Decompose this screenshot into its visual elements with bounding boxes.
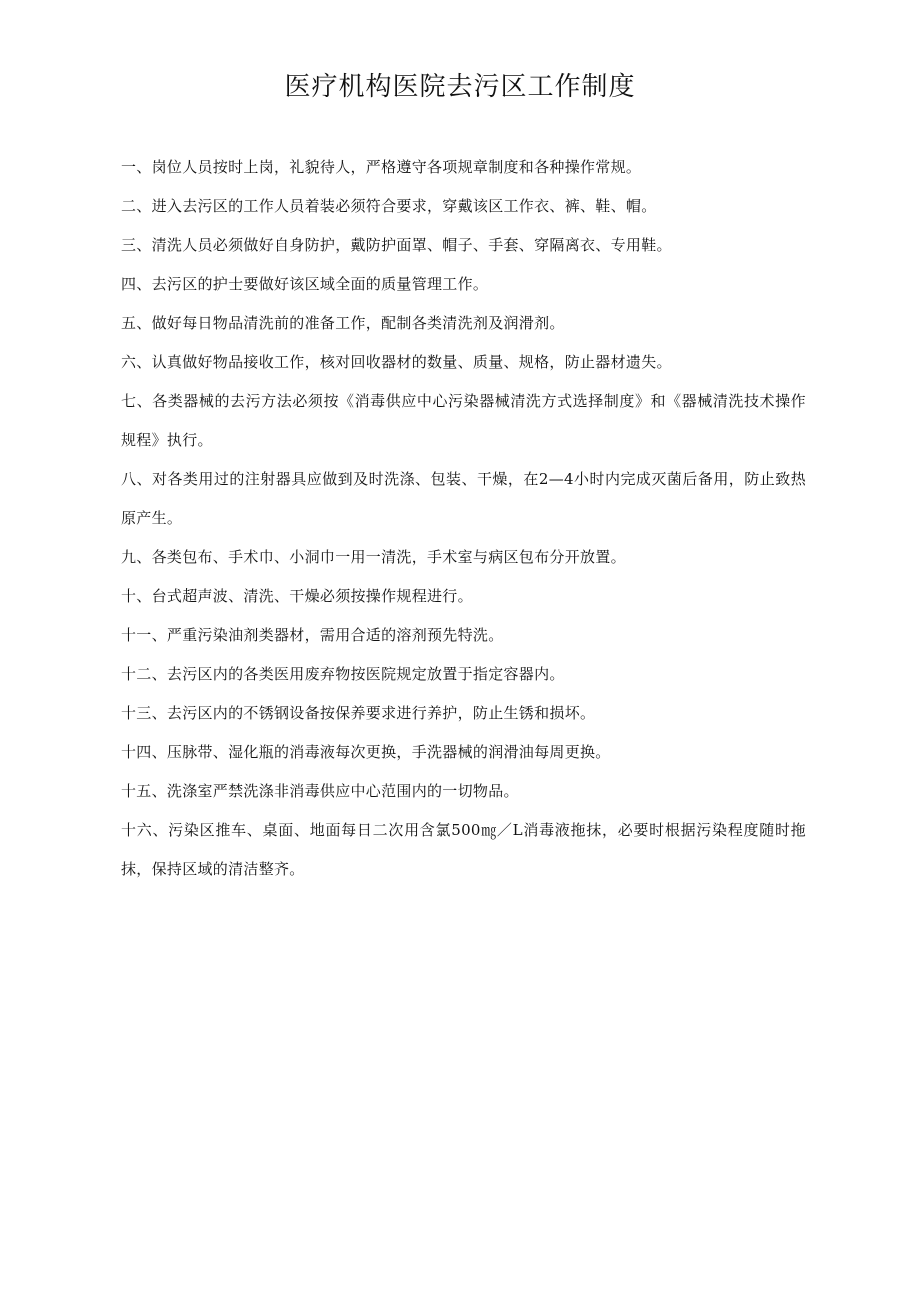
- rule-item-13: 十三、去污区内的不锈钢设备按保养要求进行养护，防止生锈和损坏。: [121, 704, 596, 722]
- rule-item-16: 十六、污染区推车、桌面、地面每日二次用含氯500㎎／L消毒液拖抹，必要时根据污染程度随时拖抹，保持区域的清洁整齐。: [121, 821, 806, 878]
- rule-item-8: 八、对各类用过的注射器具应做到及时洗涤、包装、干燥，在2—4小时内完成灭菌后备用，防止致热原产生。: [121, 470, 806, 527]
- rule-item-3: 三、清洗人员必须做好自身防护，戴防护面罩、帽子、手套、穿隔离衣、专用鞋。: [121, 236, 672, 254]
- rule-item-10: 十、台式超声波、清洗、干燥必须按操作规程进行。: [121, 587, 473, 605]
- rule-item-2: 二、进入去污区的工作人员着装必须符合要求，穿戴该区工作衣、裤、鞋、帽。: [121, 197, 657, 215]
- rule-item-11: 十一、严重污染油剂类器材，需用合适的溶剂预先特洗。: [121, 626, 504, 644]
- rule-item-6: 六、认真做好物品接收工作，核对回收器材的数量、质量、规格，防止器材遗失。: [121, 353, 672, 371]
- rule-item-12: 十二、去污区内的各类医用废弃物按医院规定放置于指定容器内。: [121, 665, 565, 683]
- rule-item-9: 九、各类包布、手术巾、小洞巾一用一清洗，手术室与病区包布分开放置。: [121, 548, 626, 566]
- document-title: 医疗机构医院去污区工作制度: [284, 72, 636, 103]
- rule-item-5: 五、做好每日物品清洗前的准备工作，配制各类清洗剂及润滑剂。: [121, 314, 565, 332]
- rule-item-1: 一、岗位人员按时上岗，礼貌待人，严格遵守各项规章制度和各种操作常规。: [121, 158, 642, 176]
- rule-item-15: 十五、洗涤室严禁洗涤非消毒供应中心范围内的一切物品。: [121, 782, 519, 800]
- rule-item-4: 四、去污区的护士要做好该区域全面的质量管理工作。: [121, 275, 489, 293]
- rules-list: [121, 148, 806, 889]
- rule-item-7: 七、各类器械的去污方法必须按《消毒供应中心污染器械清洗方式选择制度》和《器械清洗技术操作规程》执行。: [121, 392, 806, 449]
- rule-item-14: 十四、压脉带、湿化瓶的消毒液每次更换，手洗器械的润滑油每周更换。: [121, 743, 611, 761]
